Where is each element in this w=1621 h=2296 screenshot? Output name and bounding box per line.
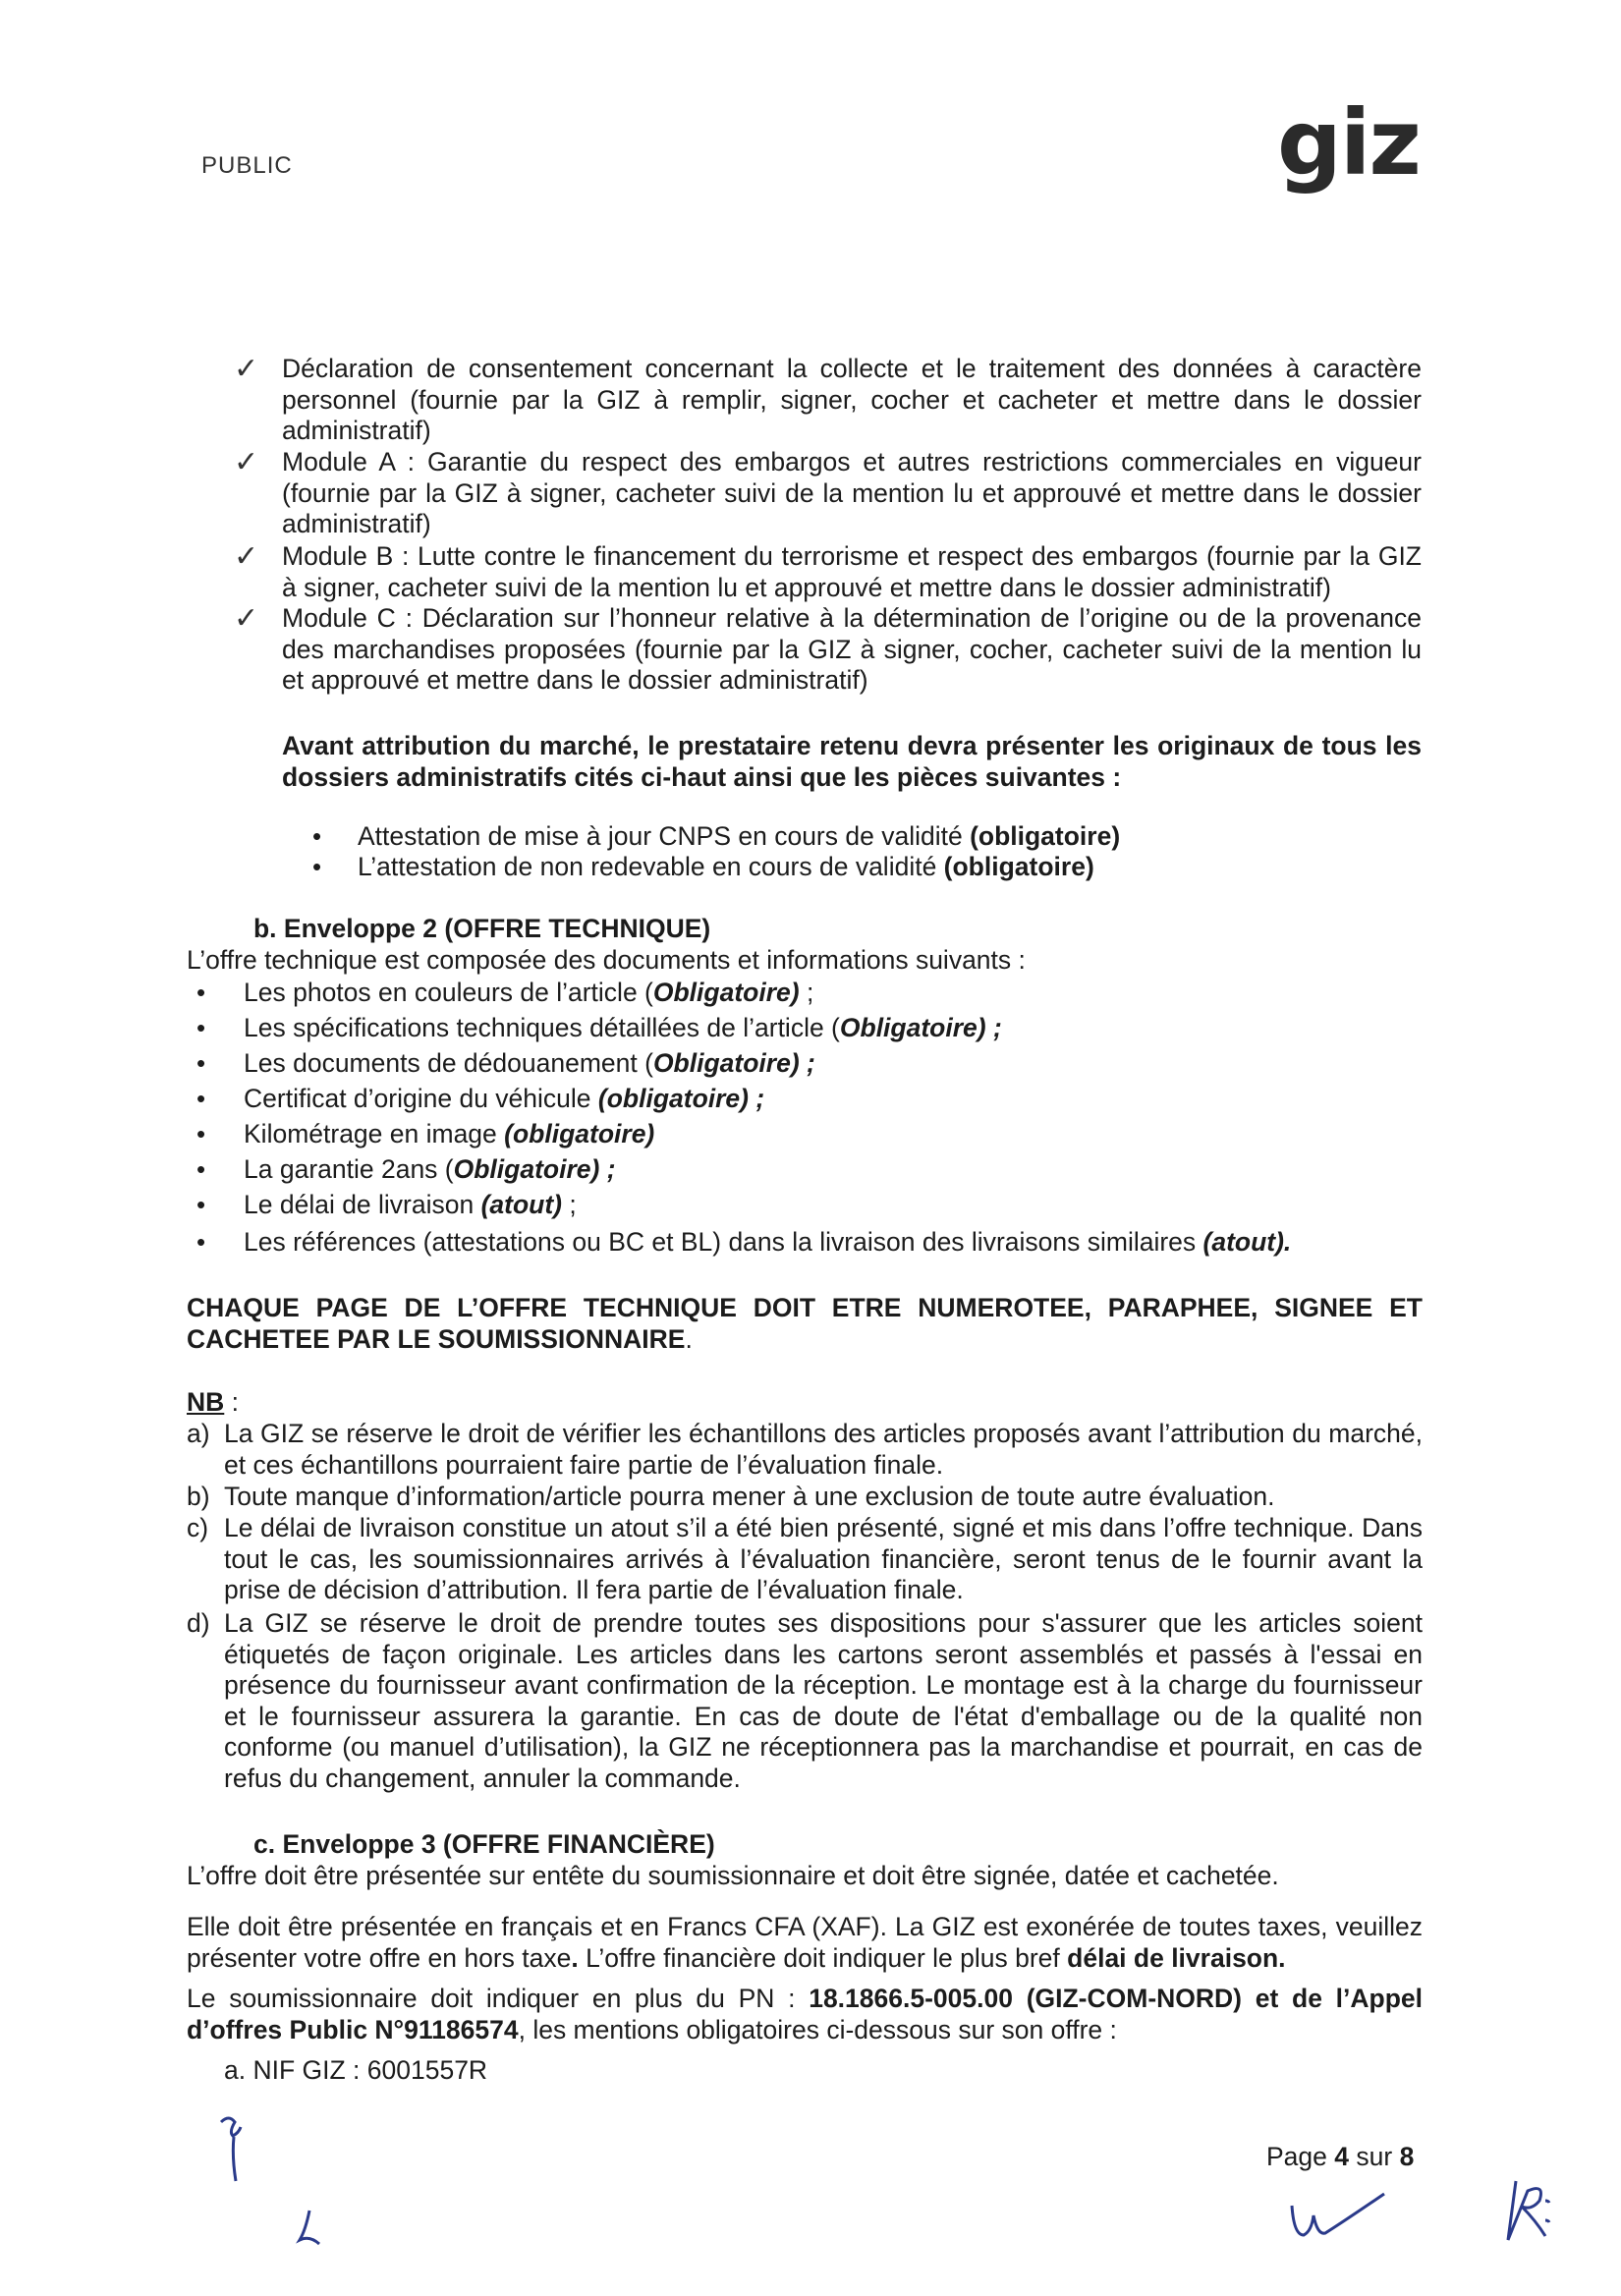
envelope2-item: Les références (attestations ou BC et BL) dans la livraison des livraisons similaires (atout). [244, 1227, 1292, 1257]
bullet-icon: • [196, 1227, 206, 1257]
envelope2-item: Les documents de dédouanement (Obligatoire) ; [244, 1048, 815, 1078]
bullet-icon: • [312, 821, 322, 851]
envelope3-item-a: a. NIF GIZ : 6001557R [224, 2055, 488, 2085]
envelope2-heading: b. Enveloppe 2 (OFFRE TECHNIQUE) [253, 914, 711, 943]
handwritten-initial-4 [1498, 2166, 1572, 2255]
page-number: Page 4 sur 8 [1266, 2142, 1415, 2171]
bullet-icon: • [196, 1084, 206, 1113]
admin-doc-item: Module A : Garantie du respect des embargos et autres restrictions commerciales en vigueur (fournie par la GIZ à signer, cacheter suivi de la mention lu et approuvé et mettre dans le dossier administratif) [282, 447, 1422, 538]
bullet-icon: • [196, 1048, 206, 1078]
nb-item-letter: a) [187, 1419, 210, 1448]
envelope2-item: Certificat d’origine du véhicule (obligatoire) ; [244, 1084, 765, 1113]
nb-item-text: Toute manque d’information/article pourra mener à une exclusion de toute autre évaluation. [224, 1482, 1275, 1511]
envelope2-item: Kilométrage en image (obligatoire) [244, 1119, 655, 1148]
bullet-icon: • [196, 978, 206, 1007]
admin-doc-item: Déclaration de consentement concernant la collecte et le traitement des données à caractère personnel (fournie par la GIZ à remplir, signer, cocher et cacheter et mettre dans le dossier administratif) [282, 354, 1422, 445]
admin-doc-item: Module C : Déclaration sur l’honneur relative à la détermination de l’origine ou de la provenance des marchandises proposées (fournie par la GIZ à signer, cocher, cacheter suivi de la mention lu et approuvé et mettre dans le dossier administratif) [282, 603, 1422, 695]
nb-item-letter: b) [187, 1482, 210, 1511]
envelope2-item: La garantie 2ans (Obligatoire) ; [244, 1154, 616, 1184]
nb-label: NB : [187, 1387, 240, 1417]
nb-item-letter: c) [187, 1513, 209, 1542]
check-icon: ✓ [234, 540, 259, 573]
check-icon: ✓ [234, 602, 259, 635]
bullet-icon: • [312, 852, 322, 881]
bullet-icon: • [196, 1190, 206, 1219]
envelope2-item: Le délai de livraison (atout) ; [244, 1190, 577, 1219]
bullet-icon: • [196, 1154, 206, 1184]
giz-logo: giz [1277, 90, 1420, 196]
check-icon: ✓ [234, 353, 259, 385]
handwritten-initial-2 [290, 2206, 329, 2255]
envelope3-para-3: Le soumissionnaire doit indiquer en plus du PN : 18.1866.5-005.00 (GIZ-COM-NORD) et de l’Appel d’offres Public N°91186574, les mentions obligatoires ci-dessous sur son offre : [187, 1984, 1423, 2044]
admin-doc-item: Module B : Lutte contre le financement du terrorisme et respect des embargos (fournie par la GIZ à signer, cacheter suivi de la mention lu et approuvé et mettre dans le dossier administratif) [282, 541, 1422, 602]
before-award-item: L’attestation de non redevable en cours de validité (obligatoire) [358, 852, 1094, 881]
envelope3-para-1: L’offre doit être présentée sur entête du soumissionnaire et doit être signée, datée et cachetée. [187, 1861, 1279, 1890]
envelope2-intro: L’offre technique est composée des documents et informations suivants : [187, 945, 1026, 975]
before-award-note: Avant attribution du marché, le prestataire retenu devra présenter les originaux de tous les dossiers administratifs cités ci-haut ainsi que les pièces suivantes : [282, 731, 1422, 792]
bullet-icon: • [196, 1119, 206, 1148]
nb-item-text: La GIZ se réserve le droit de vérifier les échantillons des articles proposés avant l’attribution du marché, et ces échantillons pourraient faire partie de l’évaluation finale. [224, 1419, 1423, 1480]
envelope3-heading: c. Enveloppe 3 (OFFRE FINANCIÈRE) [253, 1829, 715, 1859]
envelope2-item: Les spécifications techniques détaillées de l’article (Obligatoire) ; [244, 1013, 1002, 1042]
classification-label: PUBLIC [201, 152, 293, 179]
handwritten-initial-1 [206, 2107, 265, 2196]
bullet-icon: • [196, 1013, 206, 1042]
technical-offer-notice: CHAQUE PAGE DE L’OFFRE TECHNIQUE DOIT ETRE NUMEROTEE, PARAPHEE, SIGNEE ET CACHETEE PAR LE SOUMISSIONNAIRE. [187, 1293, 1423, 1354]
envelope3-para-2: Elle doit être présentée en français et en Francs CFA (XAF). La GIZ est exonérée de toutes taxes, veuillez présenter votre offre en hors taxe. L’offre financière doit indiquer le plus bref délai de livraison. [187, 1912, 1423, 1973]
nb-item-letter: d) [187, 1608, 210, 1638]
handwritten-initial-3 [1282, 2186, 1390, 2255]
nb-item-text: La GIZ se réserve le droit de prendre toutes ses dispositions pour s'assurer que les articles soient étiquetés de façon originale. Les articles dans les cartons seront assemblés et passés à l'essai en présence du fournisseur avant confirmation de la réception. Le montage est à la charge du fournisseur et le fournisseur assurera la garantie. En cas de doute de l'état d'emballage ou de la qualité non conforme (ou manuel d’utilisation), la GIZ ne réceptionnera pas la marchandise et pourrait, en cas de refus du changement, annuler la commande. [224, 1608, 1423, 1793]
nb-item-text: Le délai de livraison constitue un atout s’il a été bien présenté, signé et mis dans l’offre technique. Dans tout le cas, les soumissionnaires arrivés à l’évaluation financière, seront tenus de le fournir avant la prise de décision d’attribution. Il fera partie de l’évaluation finale. [224, 1513, 1423, 1604]
envelope2-item: Les photos en couleurs de l’article (Obligatoire) ; [244, 978, 814, 1007]
check-icon: ✓ [234, 446, 259, 478]
before-award-item: Attestation de mise à jour CNPS en cours de validité (obligatoire) [358, 821, 1121, 851]
